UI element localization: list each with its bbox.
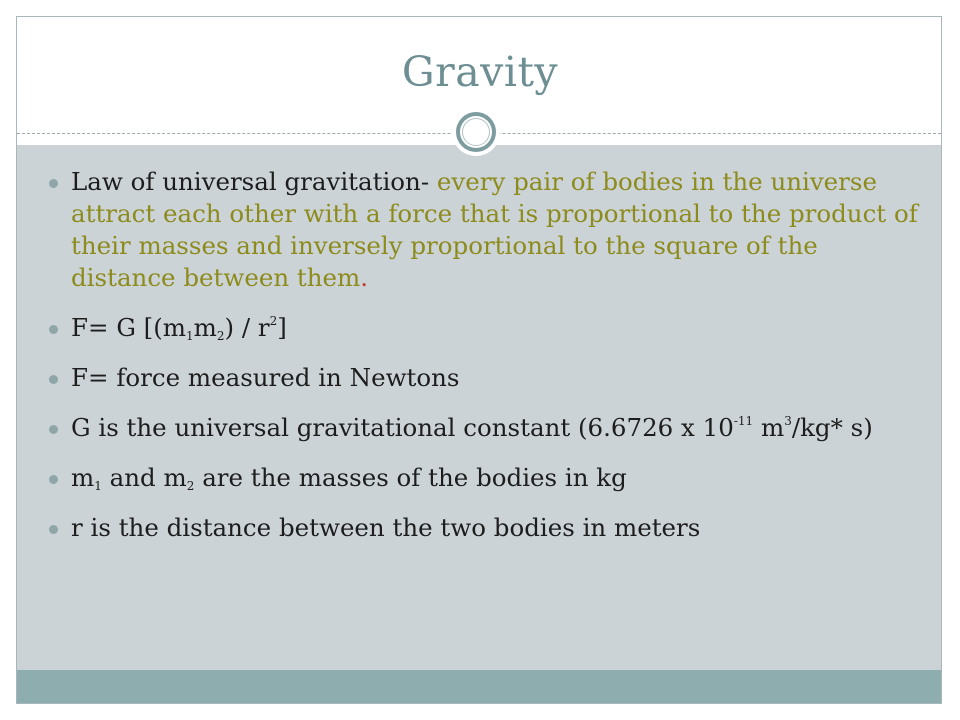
formula-part: F= G [(m — [71, 313, 187, 342]
masses-subscript: 2 — [186, 479, 195, 493]
formula-superscript: 2 — [269, 314, 278, 328]
bullet-distance — [48, 512, 918, 544]
masses-text: are the masses of the bodies in kg — [194, 463, 627, 492]
law-term: Law of universal gravitation- — [71, 167, 437, 196]
masses-text: and m — [101, 463, 187, 492]
bullet-constant — [48, 412, 918, 444]
law-period: . — [360, 263, 369, 292]
constant-exponent: -11 — [733, 414, 754, 428]
footer-bar — [17, 670, 941, 703]
bullet-formula — [48, 312, 918, 344]
constant-exponent: 3 — [784, 414, 792, 428]
masses-text: m — [71, 463, 95, 492]
constant-text: /kg* s) — [791, 413, 873, 442]
bullet-force — [48, 362, 918, 394]
ring-icon — [452, 108, 500, 156]
masses-subscript: 1 — [94, 479, 102, 493]
bullet-masses — [48, 462, 918, 494]
formula-part: ) / r — [224, 313, 270, 342]
constant-text: G is the universal gravitational constant (6.6726 x 10 — [71, 413, 734, 442]
formula-subscript: 2 — [216, 329, 225, 343]
formula-subscript: 1 — [186, 329, 194, 343]
force-text: F= force measured in Newtons — [71, 363, 460, 392]
constant-text: m — [753, 413, 785, 442]
distance-text: r is the distance between the two bodies in meters — [71, 513, 701, 542]
slide-title: Gravity — [401, 48, 559, 96]
formula-part: ] — [277, 313, 287, 342]
formula-part: m — [193, 313, 217, 342]
bullet-law — [48, 166, 918, 294]
bullet-list — [48, 166, 918, 562]
law-definition: every pair of bodies in the universe attract each other with a force that is proportional to the product of their masses and inversely proportional to the square of the distance between them — [71, 167, 918, 292]
